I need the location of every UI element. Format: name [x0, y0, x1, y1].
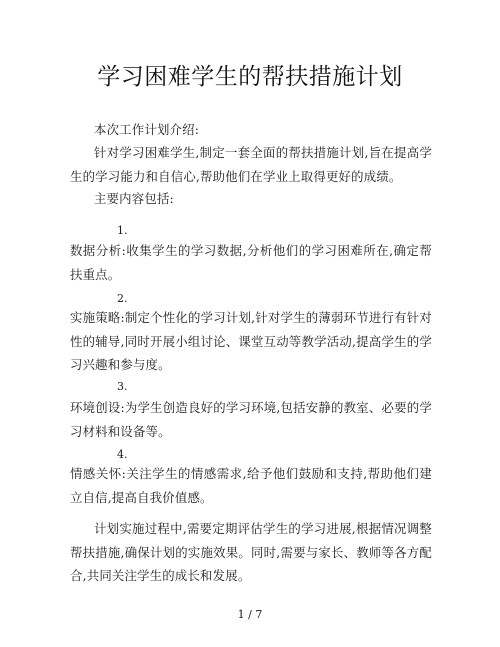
item-number-3: 3. [117, 380, 128, 393]
main-content-heading: 主要内容包括: [94, 191, 174, 206]
item-number-2: 2. [117, 292, 128, 305]
item-text-2: 实施策略:制定个性化的学习计划,针对学生的薄弱环节进行有针对性的辅导,同时开展小组讨论、课堂互动等教学活动,提高学生的学习兴趣和参与度。 [70, 310, 432, 372]
item-text-4: 情感关怀:关注学生的情感需求,给予他们鼓励和支持,帮助他们建立自信,提高自我价值感。 [70, 466, 432, 505]
closing-text: 计划实施过程中,需要定期评估学生的学习进展,根据情况调整帮扶措施,确保计划的实施效果。同时,需要与家长、教师等各方配合,共同关注学生的成长和发展。 [70, 521, 432, 583]
item-text-1: 数据分析:收集学生的学习数据,分析他们的学习困难所在,确定帮扶重点。 [70, 243, 432, 282]
item-number-4: 4. [117, 448, 128, 461]
intro-heading: 本次工作计划介绍: [94, 122, 200, 137]
intro-text: 针对学习困难学生,制定一套全面的帮扶措施计划,旨在提高学生的学习能力和自信心,帮助他们在学业上取得更好的成绩。 [70, 145, 432, 184]
item-text-3: 环境创设:为学生创造良好的学习环境,包括安静的教室、必要的学习材料和设备等。 [70, 400, 432, 439]
item-number-1: 1. [117, 224, 128, 237]
document-title: 学习困难学生的帮扶措施计划 [97, 64, 403, 90]
page-indicator: 1 / 7 [237, 608, 263, 621]
